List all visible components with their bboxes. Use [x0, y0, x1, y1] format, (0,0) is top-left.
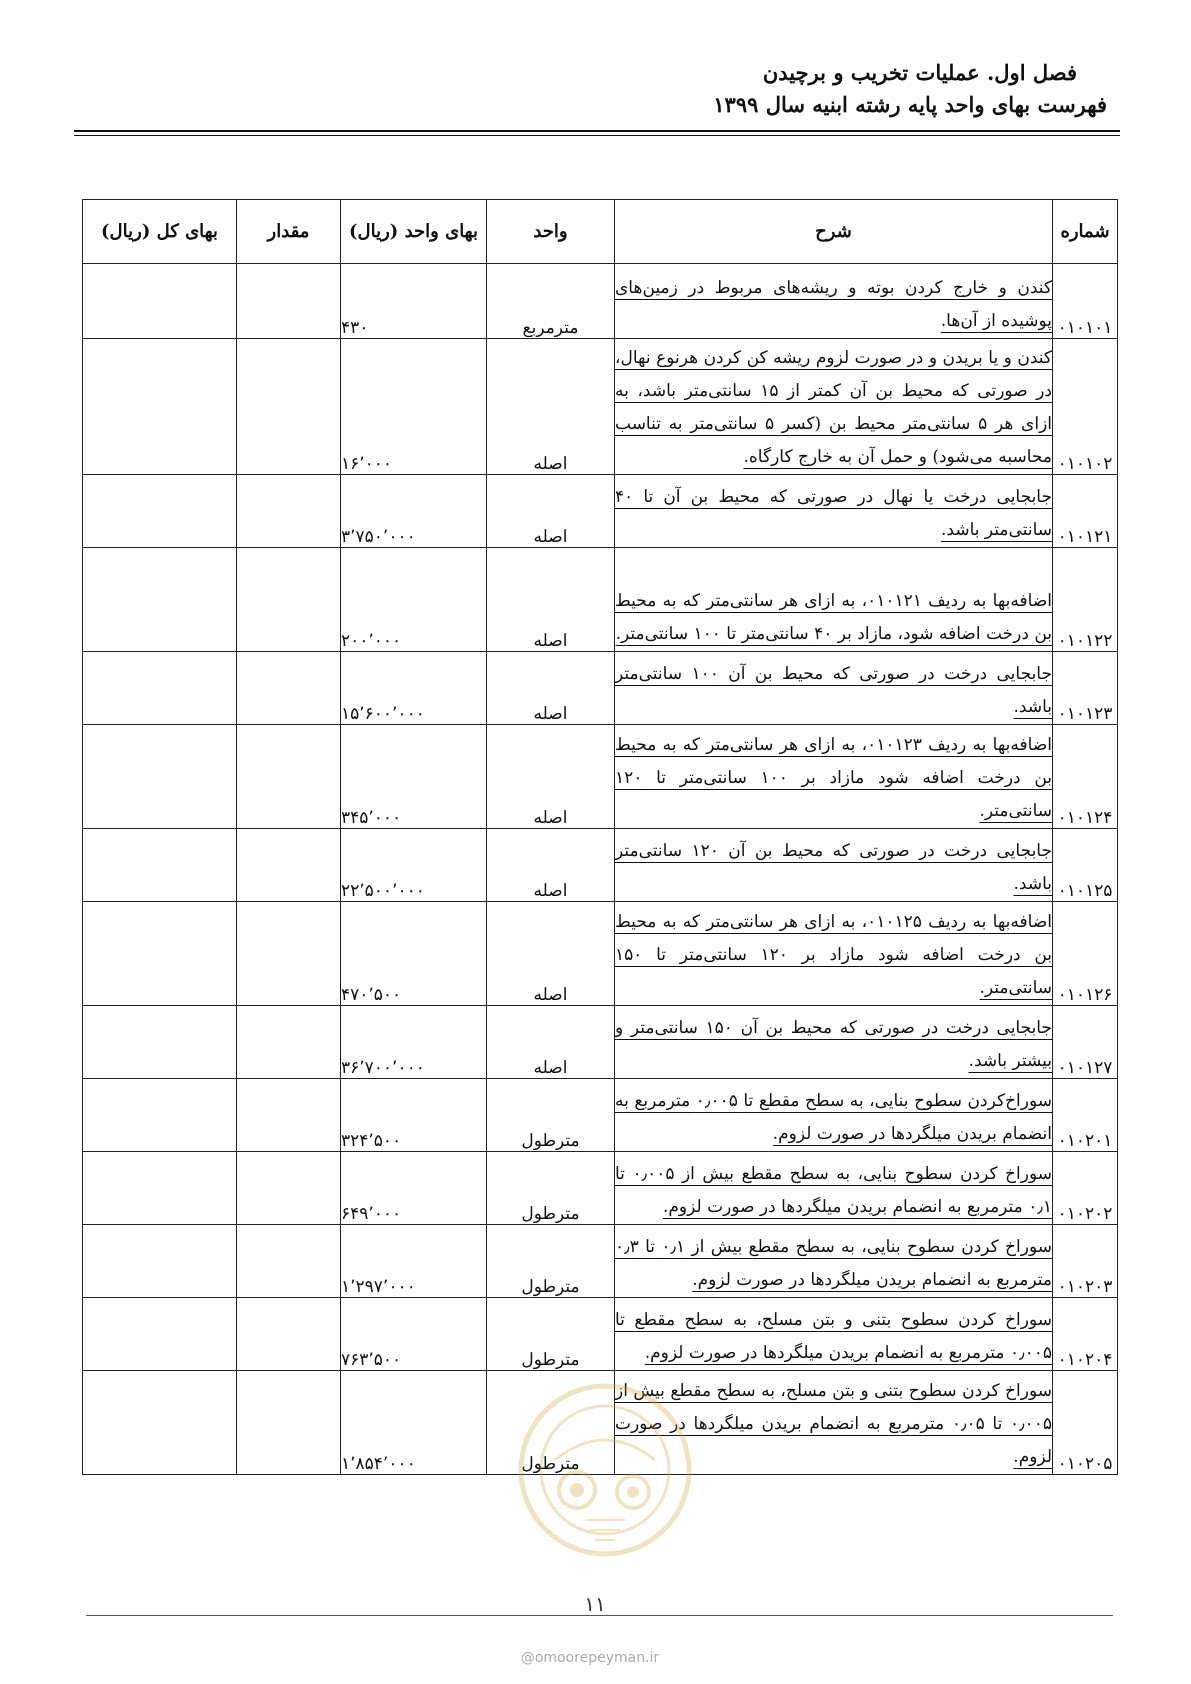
item-unit-price-text: ۷۶۳٬۵۰۰	[341, 1350, 402, 1370]
item-total-price	[83, 264, 237, 339]
item-number-text: ۰۱۰۱۲۳	[1057, 704, 1113, 724]
item-description-text: جابجایی درخت در صورتی که محیط بن آن ۱۲۰ سانتی‌متر باشد.	[615, 841, 1052, 894]
table-row	[83, 548, 1118, 652]
item-unit	[487, 725, 615, 829]
item-unit	[487, 1006, 615, 1079]
item-description	[615, 725, 1053, 829]
item-unit-text: اصله	[533, 985, 568, 1005]
header-rule-thin	[74, 135, 1120, 136]
item-number-text: ۰۱۰۱۲۲	[1057, 631, 1113, 651]
table-row	[83, 339, 1118, 475]
item-unit-price	[341, 829, 487, 902]
item-unit	[487, 1152, 615, 1225]
item-unit	[487, 548, 615, 652]
item-unit-price	[341, 264, 487, 339]
item-quantity	[237, 339, 341, 475]
item-unit-price-text: ۳۶٬۷۰۰٬۰۰۰	[341, 1058, 425, 1078]
item-quantity	[237, 652, 341, 725]
item-description	[615, 475, 1053, 548]
item-number	[1053, 1298, 1118, 1371]
item-number-text: ۰۱۰۱۲۵	[1057, 881, 1113, 901]
item-number	[1053, 548, 1118, 652]
table-row	[83, 725, 1118, 829]
item-total-price	[83, 1079, 237, 1152]
table-row	[83, 1225, 1118, 1298]
item-quantity	[237, 264, 341, 339]
item-unit-price	[341, 1006, 487, 1079]
item-description-text: کندن و خارج کردن بوته و ریشه‌های مربوط در زمین‌های پوشیده از آن‌ها.	[615, 278, 1052, 331]
item-unit	[487, 652, 615, 725]
item-number-text: ۰۱۰۱۲۷	[1057, 1058, 1113, 1078]
item-number-text: ۰۱۰۱۲۴	[1057, 808, 1113, 828]
item-description-text: کندن و یا بریدن و در صورت لزوم ریشه کن کردن هرنوع نهال، در صورتی که محیط بن آن کمتر از ۱۵ سانتی‌متر باشد، به ازای هر ۵ سانتی‌متر محیط بن (کسر ۵ سانتی‌متر به تناسب محاسبه می‌شود) و حمل آن به خارج کارگاه.	[615, 348, 1052, 467]
item-unit-price-text: ۴۷۰٬۵۰۰	[341, 985, 402, 1005]
item-total-price	[83, 902, 237, 1006]
item-unit-price	[341, 1298, 487, 1371]
item-description-text: جابجایی درخت در صورتی که محیط بن آن ۱۵۰ سانتی‌متر و بیشتر باشد.	[615, 1018, 1052, 1071]
item-unit-price-text: ۴۳۰	[341, 318, 369, 338]
item-unit-price-text: ۳۴۵٬۰۰۰	[341, 808, 402, 828]
item-total-price	[83, 829, 237, 902]
item-unit-price-text: ۲۰۰٬۰۰۰	[341, 631, 402, 651]
item-number	[1053, 1152, 1118, 1225]
item-description	[615, 339, 1053, 475]
item-unit	[487, 475, 615, 548]
item-unit	[487, 1079, 615, 1152]
table-row	[83, 1079, 1118, 1152]
item-total-price	[83, 725, 237, 829]
item-unit-price-text: ۱۶٬۰۰۰	[341, 454, 393, 474]
item-unit-price	[341, 1079, 487, 1152]
item-unit-text: مترمربع	[522, 318, 579, 338]
item-unit-price	[341, 1152, 487, 1225]
item-number-text: ۰۱۰۲۰۴	[1057, 1350, 1113, 1370]
item-number-text: ۰۱۰۱۰۲	[1057, 454, 1113, 474]
item-unit-price	[341, 1371, 487, 1475]
item-total-price	[83, 1298, 237, 1371]
item-total-price	[83, 1225, 237, 1298]
table-row	[83, 652, 1118, 725]
item-quantity	[237, 1152, 341, 1225]
item-unit	[487, 1298, 615, 1371]
item-number	[1053, 1225, 1118, 1298]
item-quantity	[237, 1079, 341, 1152]
column-header-number: شماره	[1053, 200, 1118, 264]
item-quantity	[237, 475, 341, 548]
table-header-row	[83, 200, 1118, 264]
item-description	[615, 1152, 1053, 1225]
item-unit-price	[341, 725, 487, 829]
item-description	[615, 548, 1053, 652]
item-description	[615, 1298, 1053, 1371]
item-unit-price	[341, 548, 487, 652]
item-description	[615, 829, 1053, 902]
item-number-text: ۰۱۰۲۰۲	[1057, 1204, 1113, 1224]
item-description-text: سوراخ کردن سطوح بتنی و بتن مسلح، به سطح مقطع بیش از ۰٫۰۰۵ تا ۰٫۰۵ مترمربع به انضمام بریدن میلگردها در صورت لزوم.	[615, 1381, 1053, 1467]
item-total-price	[83, 1152, 237, 1225]
item-unit-price-text: ۱٬۸۵۴٬۰۰۰	[341, 1454, 416, 1474]
item-total-price	[83, 652, 237, 725]
item-unit-price	[341, 475, 487, 548]
price-list-title: فهرست بهای واحد پایه رشته ابنیه سال ۱۳۹۹	[713, 92, 1107, 117]
item-quantity	[237, 1298, 341, 1371]
item-description	[615, 1006, 1053, 1079]
item-number	[1053, 1006, 1118, 1079]
item-unit-price	[341, 652, 487, 725]
item-total-price	[83, 1006, 237, 1079]
item-quantity	[237, 548, 341, 652]
item-unit-price	[341, 902, 487, 1006]
item-unit-text: اصله	[533, 704, 568, 724]
item-description-text: سوراخ کردن سطوح بنایی، به سطح مقطع بیش از ۰٫۱ تا ۰٫۳ مترمربع به انضمام بریدن میلگردها در صورت لزوم.	[615, 1237, 1052, 1290]
item-description-text: جابجایی درخت در صورتی که محیط بن آن ۱۰۰ سانتی‌متر باشد.	[615, 664, 1052, 717]
item-quantity	[237, 725, 341, 829]
item-unit-text: اصله	[533, 527, 568, 547]
item-description	[615, 1225, 1053, 1298]
item-unit-text: اصله	[533, 1058, 568, 1078]
page-header	[67, 58, 1107, 120]
item-total-price	[83, 475, 237, 548]
table-row	[83, 475, 1118, 548]
item-unit-text: اصله	[533, 808, 568, 828]
table-row	[83, 1298, 1118, 1371]
item-unit-text: مترطول	[521, 1204, 580, 1224]
item-total-price	[83, 339, 237, 475]
column-header-description: شرح	[615, 200, 1053, 264]
item-number-text: ۰۱۰۲۰۵	[1057, 1454, 1113, 1474]
publisher-seal-watermark	[515, 1380, 695, 1560]
item-description-text: جابجایی درخت یا نهال در صورتی که محیط بن آن تا ۴۰ سانتی‌متر باشد.	[615, 487, 1052, 540]
item-unit-text: اصله	[533, 881, 568, 901]
item-unit	[487, 264, 615, 339]
item-unit	[487, 339, 615, 475]
item-quantity	[237, 1225, 341, 1298]
column-header-unit-price: بهای واحد (ریال)	[341, 200, 487, 264]
item-number-text: ۰۱۰۲۰۱	[1057, 1131, 1113, 1151]
item-total-price	[83, 1371, 237, 1475]
item-number-text: ۰۱۰۱۲۱	[1057, 527, 1113, 547]
item-unit-price	[341, 339, 487, 475]
item-unit-text: اصله	[533, 454, 568, 474]
item-description	[615, 264, 1053, 339]
item-number	[1053, 475, 1118, 548]
item-number	[1053, 1371, 1118, 1475]
item-unit-price-text: ۲۲٬۵۰۰٬۰۰۰	[341, 881, 425, 901]
item-unit-text: مترطول	[521, 1131, 580, 1151]
item-description-text: اضافه‌بها به ردیف ۰۱۰۱۲۱، به ازای هر سانتی‌متر که به محیط بن درخت اضافه شود، مازاد بر ۴۰ سانتی‌متر تا ۱۰۰ سانتی‌متر.	[615, 591, 1052, 644]
column-header-total-price: بهای کل (ریال)	[83, 200, 237, 264]
item-quantity	[237, 829, 341, 902]
item-description-text: سوراخ کردن سطوح بتنی و بتن مسلح، به سطح مقطع تا ۰٫۰۰۵ مترمربع به انضمام بریدن میلگردها در صورت لزوم.	[615, 1310, 1052, 1363]
item-unit-price-text: ۳۲۴٬۵۰۰	[341, 1131, 402, 1151]
item-unit-price-text: ۶۴۹٬۰۰۰	[341, 1204, 402, 1224]
item-unit-text: مترطول	[521, 1277, 580, 1297]
item-unit-price	[341, 1225, 487, 1298]
table-row	[83, 264, 1118, 339]
table-row	[83, 829, 1118, 902]
item-unit-text: مترطول	[521, 1350, 580, 1370]
item-number	[1053, 725, 1118, 829]
item-description-text: اضافه‌بها به ردیف ۰۱۰۱۲۳، به ازای هر سانتی‌متر که به محیط بن درخت اضافه شود مازاد بر ۱۰۰ سانتی‌متر تا ۱۲۰ سانتی‌متر.	[615, 735, 1052, 821]
item-number	[1053, 652, 1118, 725]
table-row	[83, 902, 1118, 1006]
item-quantity	[237, 1371, 341, 1475]
item-unit-price-text: ۱٬۲۹۷٬۰۰۰	[341, 1277, 416, 1297]
item-number	[1053, 264, 1118, 339]
item-total-price	[83, 548, 237, 652]
item-number-text: ۰۱۰۱۲۶	[1057, 985, 1113, 1005]
item-unit	[487, 902, 615, 1006]
item-number	[1053, 1079, 1118, 1152]
item-number	[1053, 902, 1118, 1006]
item-description	[615, 652, 1053, 725]
item-description	[615, 1079, 1053, 1152]
header-rule-thick	[74, 130, 1120, 132]
page-number: ۱۱	[584, 1592, 606, 1616]
table-row	[83, 1006, 1118, 1079]
item-quantity	[237, 902, 341, 1006]
price-table	[82, 199, 1118, 1475]
item-description-text: اضافه‌بها به ردیف ۰۱۰۱۲۵، به ازای هر سانتی‌متر که به محیط بن درخت اضافه شود مازاد بر ۱۲۰ سانتی‌متر تا ۱۵۰ سانتی‌متر.	[615, 912, 1052, 998]
item-unit-price-text: ۱۵٬۶۰۰٬۰۰۰	[341, 704, 425, 724]
item-unit	[487, 829, 615, 902]
watermark-site: @omoorepeyman.ir	[520, 1650, 660, 1666]
item-unit	[487, 1225, 615, 1298]
item-number	[1053, 339, 1118, 475]
chapter-title: فصل اول. عملیات تخریب و برچیدن	[762, 60, 1077, 85]
item-number	[1053, 829, 1118, 902]
table-row	[83, 1152, 1118, 1225]
column-header-quantity: مقدار	[237, 200, 341, 264]
item-quantity	[237, 1006, 341, 1079]
item-number-text: ۰۱۰۲۰۳	[1057, 1277, 1113, 1297]
item-unit-price-text: ۳٬۷۵۰٬۰۰۰	[341, 527, 416, 547]
item-unit-text: مترطول	[521, 1454, 580, 1474]
item-description-text: سوراخ کردن سطوح بنایی، به سطح مقطع بیش از ۰٫۰۰۵ تا ۰٫۱ مترمربع به انضمام بریدن میلگردها در صورت لزوم.	[615, 1164, 1052, 1217]
column-header-unit: واحد	[487, 200, 615, 264]
item-description	[615, 902, 1053, 1006]
footer-rule	[86, 1615, 1113, 1616]
item-description-text: سوراخ‌کردن سطوح بنایی، به سطح مقطع تا ۰٫۰۰۵ مترمربع به انضمام بریدن میلگردها در صورت لزوم.	[615, 1091, 1052, 1144]
item-unit-text: اصله	[533, 631, 568, 651]
item-number-text: ۰۱۰۱۰۱	[1057, 318, 1113, 338]
